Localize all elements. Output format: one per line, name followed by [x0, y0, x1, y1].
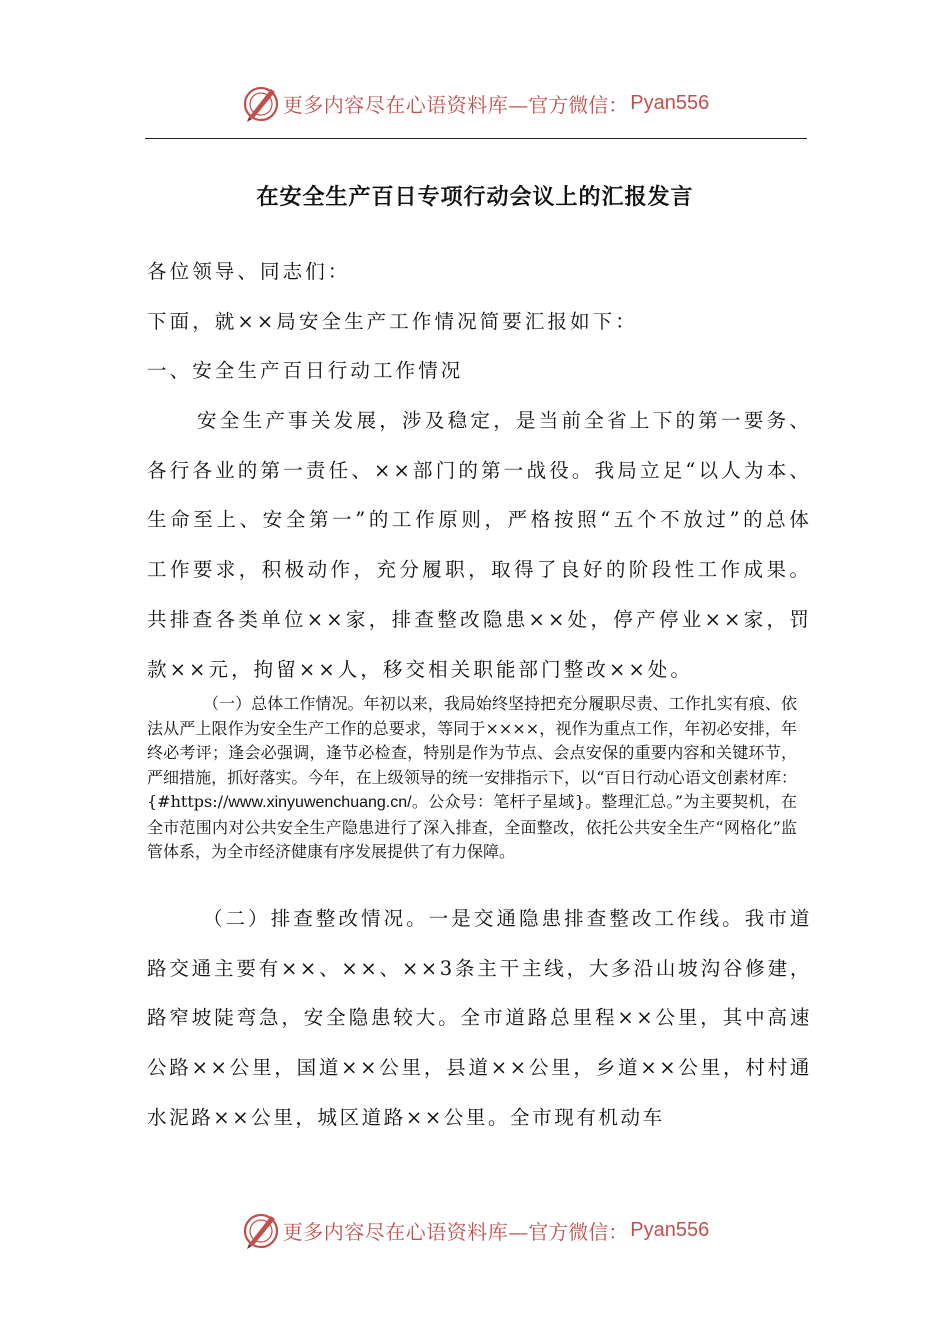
body-paragraph-3: （二）排查整改情况。一是交通隐患排查整改工作线。我市道路交通主要有××、××、××3条主干主线，大多沿山坡沟谷修建，路窄坡陡弯急，安全隐患较大。全市道路总里程××公里，其中高速公路××公里，国道××公里，县道××公里，乡道××公里，村村通水泥路××公里，城区道路××公里。全市现有机动车: [147, 907, 812, 1129]
header-banner: [0, 78, 950, 128]
salutation: 各位领导、同志们：: [147, 260, 351, 283]
pen-logo-icon: [241, 83, 281, 123]
banner-text: 更多内容尽在心语资料库: [282, 92, 509, 117]
banner-wechat-id: Pyan556: [630, 91, 710, 114]
banner-separator: —官方微信：: [508, 1219, 629, 1244]
body-paragraph-2: [147, 692, 797, 865]
section-heading-1: 一、安全生产百日行动工作情况: [147, 359, 464, 382]
paragraph-2-part-b: 。公众号：笔杆子星域}。整理汇总。”为主要契机，在全市范围内对公共安全生产隐患进行了深入排查，全面整改，依托公共安全生产“网格化”监管体系，为全市经济健康有序发展提供了有力保障。: [147, 792, 797, 861]
banner-separator: —官方微信：: [508, 92, 629, 117]
banner-wechat-id: Pyan556: [630, 1218, 710, 1241]
header-rule: [145, 138, 807, 139]
document-title: 在安全生产百日专项行动会议上的汇报发言: [256, 185, 694, 210]
pen-logo-icon: [241, 1210, 281, 1250]
paragraph-2-url: www.xinyuwenchuang.cn/: [228, 794, 412, 811]
footer-banner: [0, 1205, 950, 1255]
banner-text: 更多内容尽在心语资料库: [282, 1219, 509, 1244]
intro-paragraph: 下面，就××局安全生产工作情况简要汇报如下：: [147, 310, 638, 333]
paragraph-2-part-a: （一）总体工作情况。年初以来，我局始终坚持把充分履职尽责、工作扎实有痕、依法从严上限作为安全生产工作的总要求，等同于××××，视作为重点工作，年初必安排，年终必考评；逢会必强调，逢节必检查，特别是作为节点、会点安保的重要内容和关键环节，严细措施，抓好落实。今年，在上级领导的统一安排指示下，以“百日行动心语文创素材库：{#https://: [147, 694, 797, 811]
body-paragraph-1: 安全生产事关发展，涉及稳定，是当前全省上下的第一要务、各行各业的第一责任、××部门的第一战役。我局立足“以人为本、生命至上、安全第一”的工作原则，严格按照“五个不放过”的总体工作要求，积极动作，充分履职，取得了良好的阶段性工作成果。共排查各类单位××家，排查整改隐患××处，停产停业××家，罚款××元，拘留××人，移交相关职能部门整改××处。: [147, 409, 812, 681]
